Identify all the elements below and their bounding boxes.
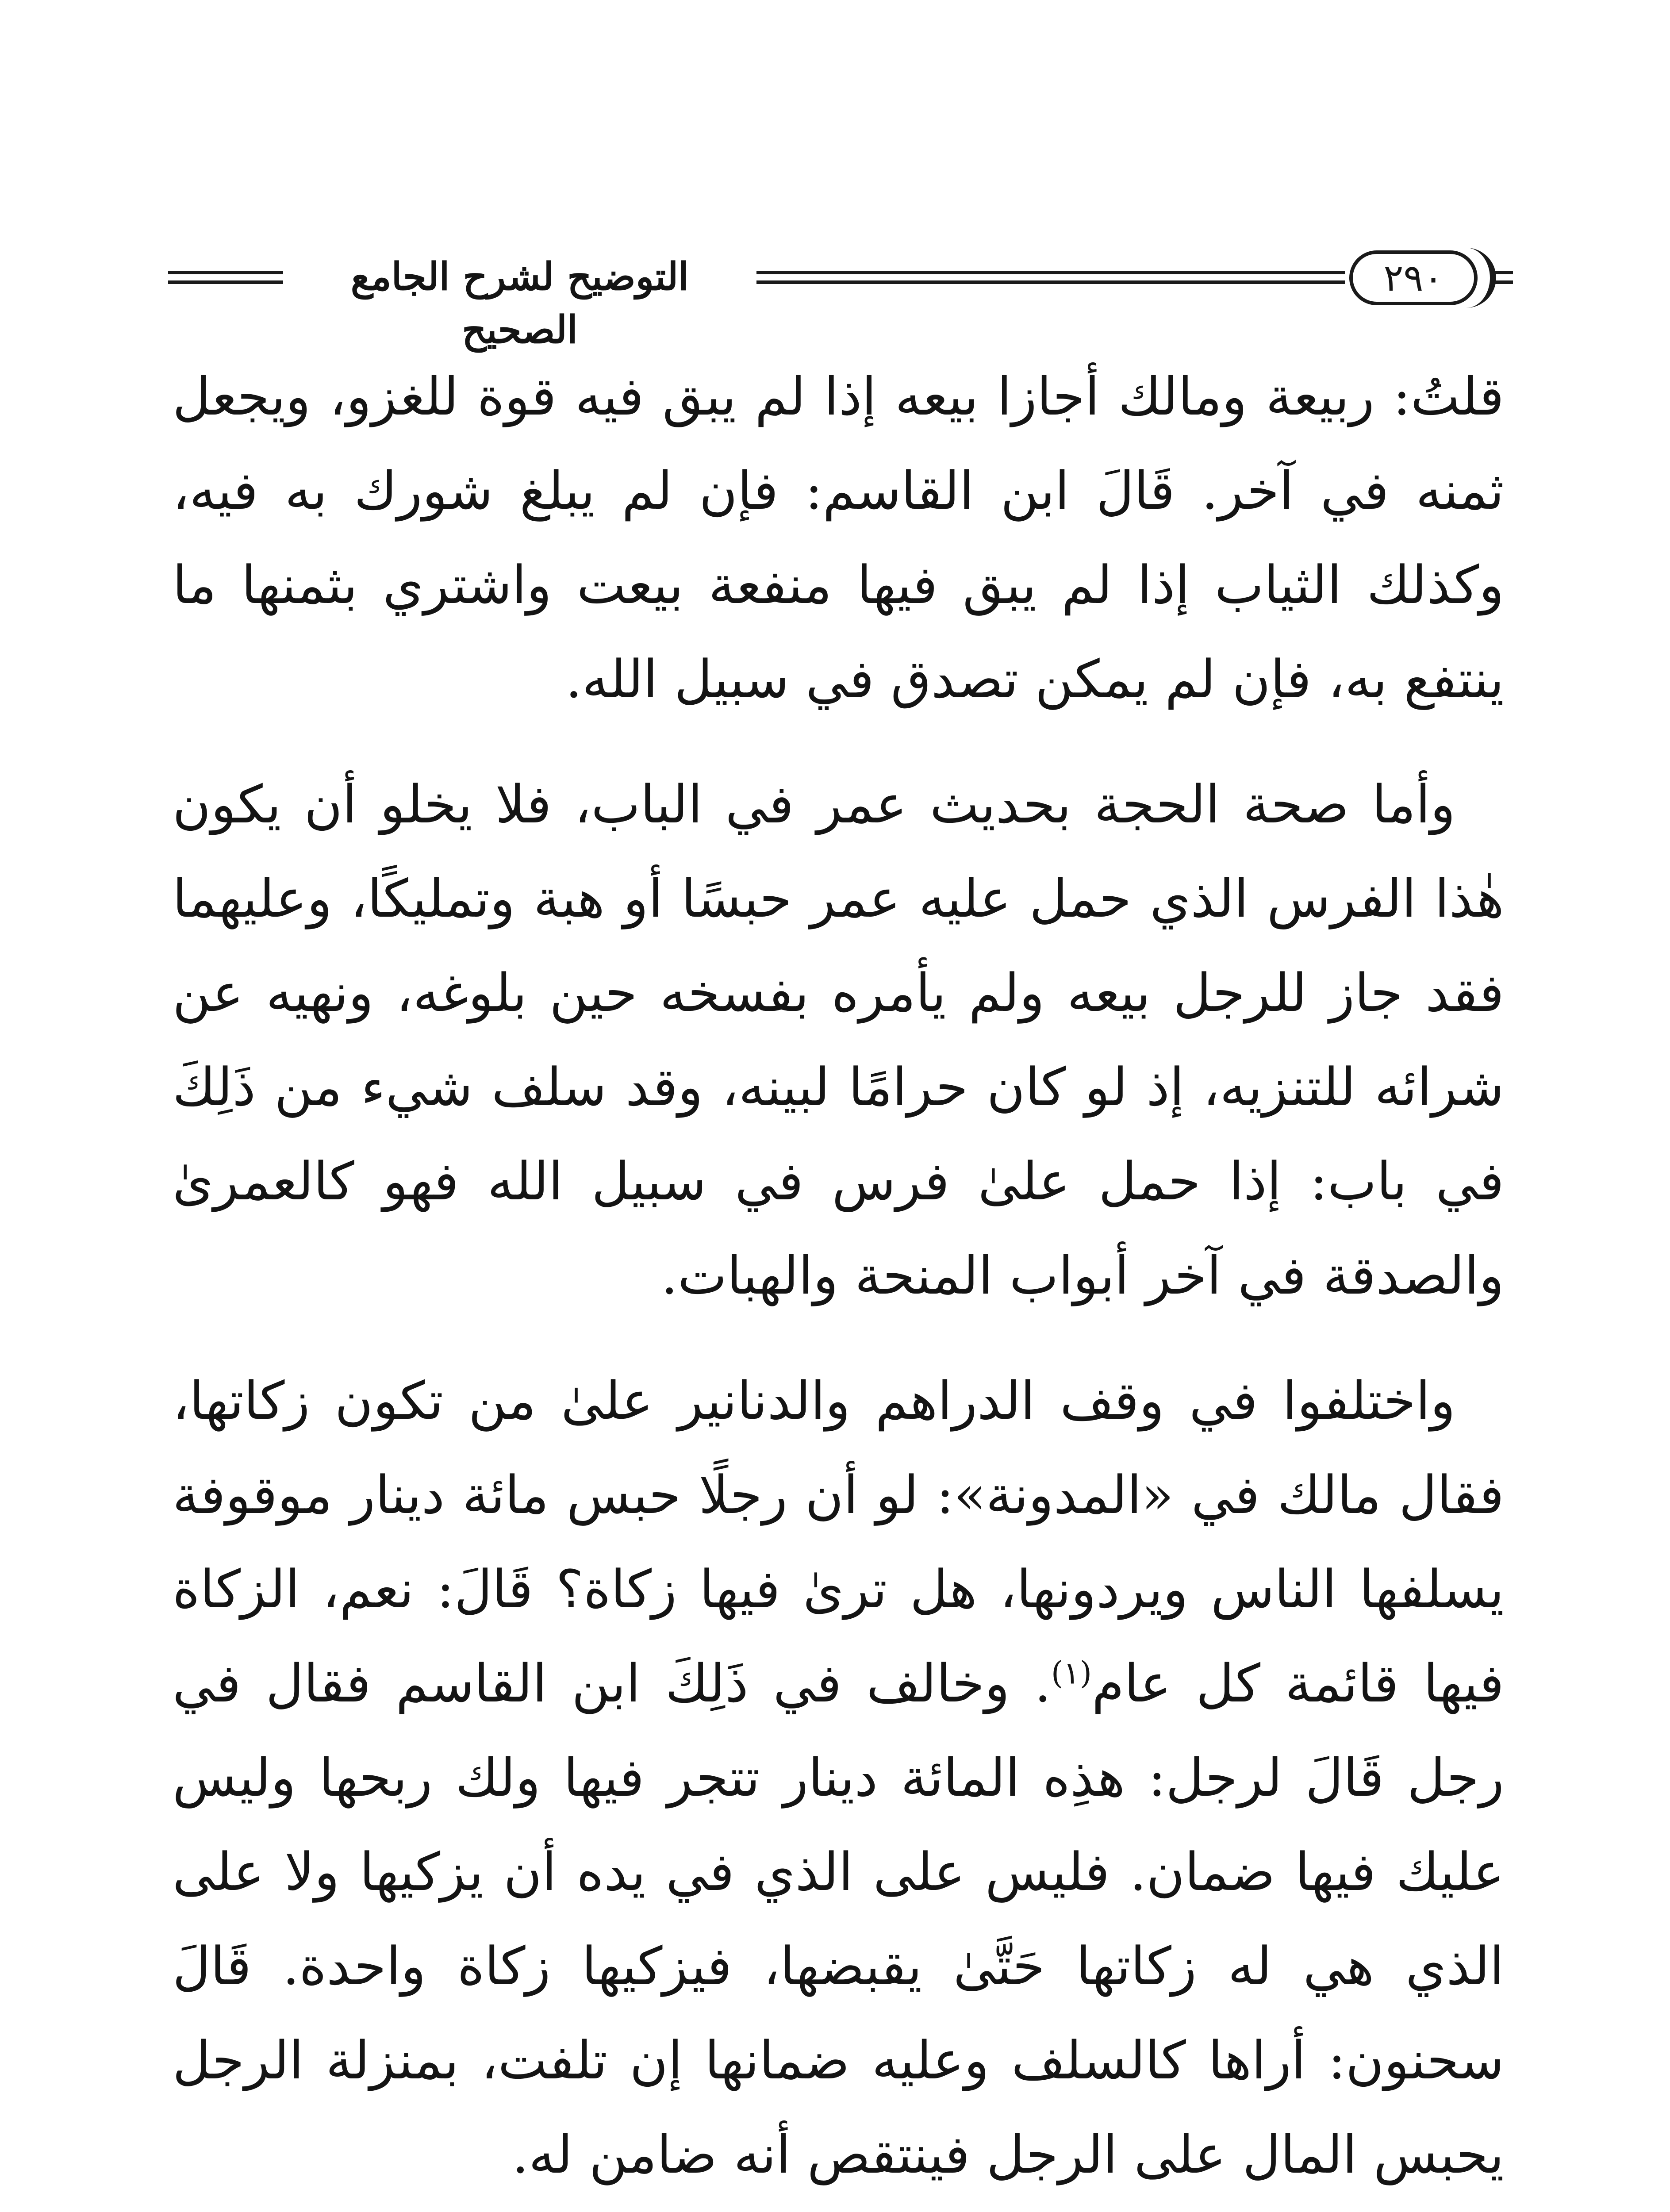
paragraph-1: قلتُ: ربيعة ومالك أجازا بيعه إذا لم يبق فيه قوة للغزو، ويجعل ثمنه في آخر. قَالَ ابن القاسم: فإن لم يبلغ شورك به فيه، وكذلك الثياب إذا لم يبق فيها منفعة بيعت واشتري بثمنها ما ينتفع به، فإن لم يمكن تصدق في سبيل الله. — [173, 366, 1504, 710]
header-rule-right — [1491, 271, 1513, 284]
header-rule-left — [168, 271, 283, 284]
footnote-reference[interactable]: (١) — [1051, 1655, 1092, 1691]
running-title: التوضيح لشرح الجامع الصحيح — [350, 254, 689, 352]
page-number: ٢٩٠ — [1383, 256, 1443, 300]
page-header — [168, 248, 1513, 352]
paragraph-3-text-after-note: . وخالف في ذَلِكَ ابن القاسم فقال في رجل قَالَ لرجل: هذِه المائة دينار تتجر فيها ولك ربحها وليس عليك فيها ضمان. فليس على الذي في يده أن يزكيها ولا على الذي هي له زكاتها حَتَّىٰ يقبضها، فيزكيها زكاة واحدة. قَالَ سحنون: أراها كالسلف وعليه ضمانها إن تلفت، بمنزلة الرجل يحبس المال على الرجل فينتقص أنه ضامن له. — [173, 1653, 1504, 2185]
page-number-badge — [1345, 248, 1495, 308]
header-rule-middle — [756, 271, 1345, 284]
main-text — [173, 349, 1504, 2212]
paragraph-3 — [173, 1354, 1504, 2202]
paragraph-2: وأما صحة الحجة بحديث عمر في الباب، فلا يخلو أن يكون هٰذا الفرس الذي حمل عليه عمر حبسًا أو هبة وتمليكًا، وعليهما فقد جاز للرجل بيعه ولم يأمره بفسخه حين بلوغه، ونهيه عن شرائه للتنزيه، إذ لو كان حرامًا لبينه، وقد سلف شيء من ذَلِكَ في باب: إذا حمل علىٰ فرس في سبيل الله فهو كالعمرىٰ والصدقة في آخر أبواب المنحة والهبات. — [173, 774, 1504, 1306]
paragraph-3-text-before-note: واختلفوا في وقف الدراهم والدنانير علىٰ من تكون زكاتها، فقال مالك في «المدونة»: لو أن رجلًا حبس مائة دينار موقوفة يسلفها الناس ويردونها، هل ترىٰ فيها زكاة؟ قَالَ: نعم، الزكاة فيها قائمة كل عام — [173, 1370, 1504, 1714]
